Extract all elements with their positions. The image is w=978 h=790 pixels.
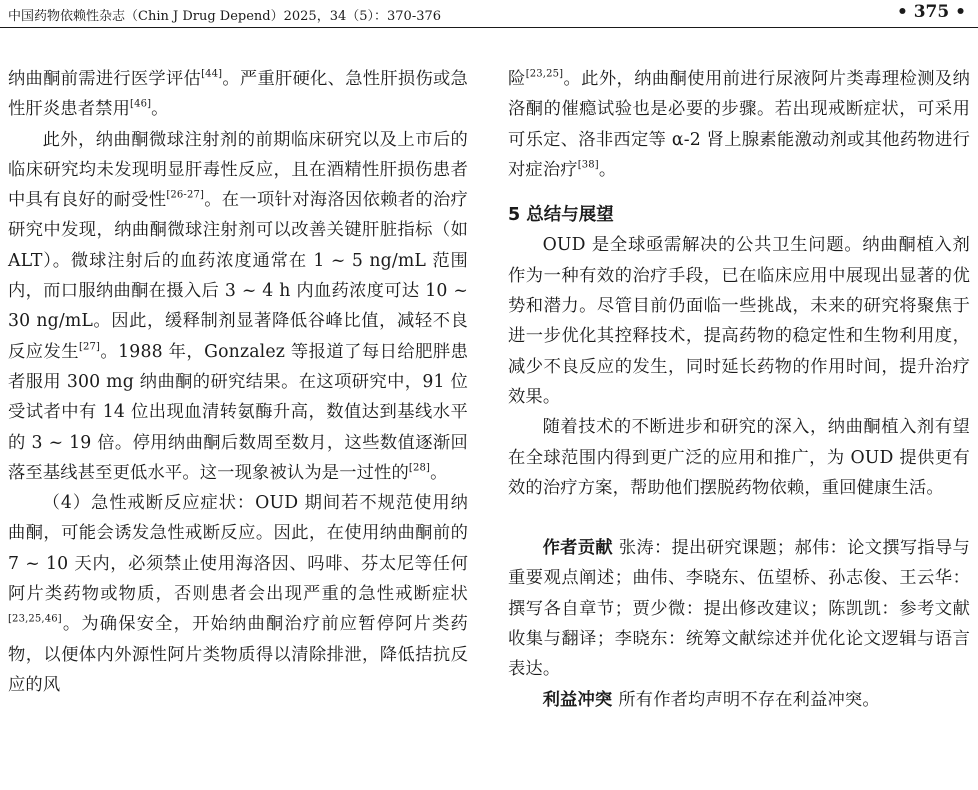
text: 。 bbox=[151, 99, 169, 120]
citation: [27] bbox=[78, 341, 101, 353]
conflict-label: 利益冲突 bbox=[542, 689, 613, 710]
text: 。 bbox=[598, 159, 617, 180]
paragraph-withdrawal-continued bbox=[508, 64, 970, 185]
citation: [28] bbox=[408, 462, 431, 474]
right-column bbox=[508, 64, 970, 715]
page-header bbox=[0, 0, 978, 28]
journal-citation: 中国药物依赖性杂志（Chin J Drug Depend）2025，34（5）：370-376 bbox=[8, 9, 442, 24]
citation: [44] bbox=[201, 68, 223, 80]
text: 。为确保安全，开始纳曲酮治疗前应暂停阿片类药物，以便体内外源性阿片类物质得以清除排泄，降低拮抗反应的风 bbox=[8, 614, 468, 695]
spacer bbox=[508, 503, 970, 533]
citation: [23,25] bbox=[525, 68, 564, 80]
section-heading: 5 总结与展望 bbox=[508, 205, 614, 226]
paragraph-summary: OUD 是全球亟需解决的公共卫生问题。纳曲酮植入剂作为一种有效的治疗手段，已在临床应用中展现出显著的优势和潜力。尽管目前仍面临一些挑战，未来的研究将聚焦于进一步优化其控释技术，提高药物的稳定性和生物利用度，减少不良反应的发生，同时延长药物的作用时间，提升治疗效果。 bbox=[508, 235, 970, 407]
paragraph-medical-evaluation bbox=[8, 64, 468, 125]
citation: [46] bbox=[130, 98, 152, 110]
text: 此外，纳曲酮微球注射剂的前期临床研究以及上市后的临床研究均未发现明显肝毒性反应，且在酒精性肝损伤患者中具有良好的耐受性 bbox=[8, 129, 468, 211]
text: 。此外，纳曲酮使用前进行尿液阿片类毒理检测及纳洛酮的催瘾试验也是必要的步骤。若出现戒断症状，可采用可乐定、洛非西定等 α-2 肾上腺素能激动剂或其他药物进行对症治疗 bbox=[508, 69, 971, 180]
conflict-of-interest bbox=[508, 685, 970, 715]
text: 纳曲酮前需进行医学评估 bbox=[8, 69, 202, 89]
citation: [23,25,46] bbox=[8, 613, 62, 625]
page-number: • 375 • bbox=[896, 2, 966, 22]
author-contributions bbox=[508, 533, 970, 684]
text: 。严重肝硬化、急性肝损伤或急性肝炎患者禁用 bbox=[8, 69, 468, 120]
text: （4）急性戒断反应症状：OUD 期间若不规范使用纳曲酮，可能会诱发急性戒断反应。因此，在使用纳曲酮前的 7 ~ 10 天内，必须禁止使用海洛因、吗啡、芬太尼等任何阿片类药物或物质，否则患者会出现严重的急性戒断症状 bbox=[8, 493, 468, 605]
paragraph-hepatotoxicity bbox=[8, 125, 468, 489]
contrib-label: 作者贡献 bbox=[542, 538, 613, 559]
paragraph-withdrawal bbox=[8, 488, 468, 700]
left-column bbox=[8, 64, 468, 700]
paragraph-outlook: 随着技术的不断进步和研究的深入，纳曲酮植入剂有望在全球范围内得到更广泛的应用和推广，为 OUD 提供更有效的治疗方案，帮助他们摆脱药物依赖，重回健康生活。 bbox=[508, 417, 970, 498]
text: 。1988 年，Gonzalez 等报道了每日给肥胖患者服用 300 mg 纳曲酮的研究结果。在这项研究中，91 位受试者中有 14 位出现血清转氨酶升高，数值达到基线水平的 3 ~ 19 倍。停用纳曲酮后数周至数月，这些数值逐渐回落至基线甚至更低水平。这一现象被认为是一过性的 bbox=[8, 341, 469, 483]
text: 险 bbox=[508, 69, 526, 89]
contrib-text: 张涛：提出研究课题；郝伟：论文撰写指导与重要观点阐述；曲伟、李晓东、伍望桥、孙志俊、王云华：撰写各自章节；贾少微：提出修改建议；陈凯凯：参考文献收集与翻译；李晓东：统筹文献综述并优化论文逻辑与语言表达。 bbox=[508, 538, 970, 680]
citation: [26-27] bbox=[166, 189, 205, 201]
text: 。在一项针对海洛因依赖者的治疗研究中发现，纳曲酮微球注射剂可以改善关键肝脏指标（如 ALT）。微球注射后的血药浓度通常在 1 ~ 5 ng/mL 范围内，而口服纳曲酮在摄入后 3 ~ 4 h 内血药浓度可达 10 ~ 30 ng/mL。因此，缓释制剂显著降低谷峰比值，减轻不良反应发生 bbox=[8, 190, 468, 362]
text: 。 bbox=[430, 462, 448, 483]
conflict-text: 所有作者均声明不存在利益冲突。 bbox=[618, 689, 880, 710]
citation: [38] bbox=[577, 159, 599, 171]
